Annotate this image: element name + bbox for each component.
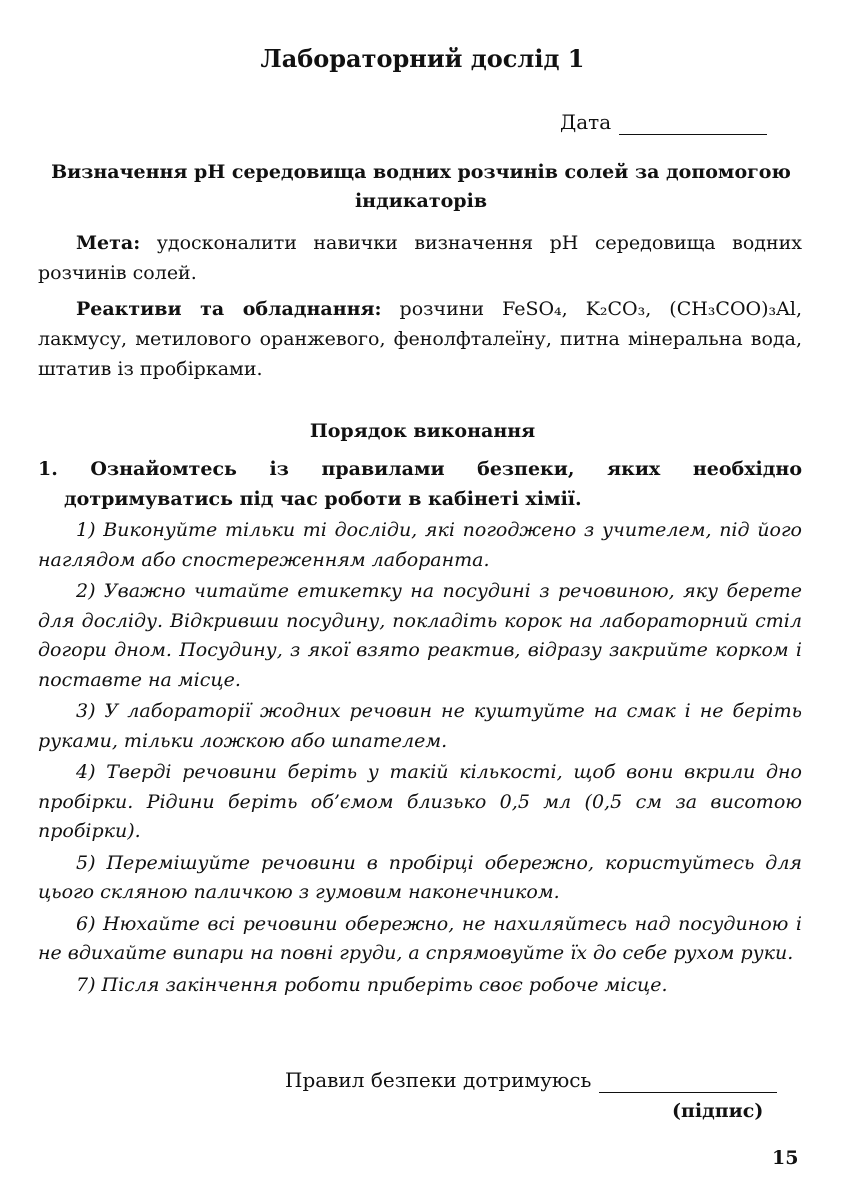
formula-feso4: FeSO₄	[502, 298, 562, 320]
date-label: Дата	[560, 110, 612, 134]
experiment-subtitle: Визначення рН середовища водних розчинів солей за допомогою індикаторів	[51, 161, 791, 212]
safety-rule: 2) Уважно читайте етикетку на посудині з речовиною, яку берете для досліду. Відкривши посудину, покладіть корок на лабораторний стіл догори дном. Посудину, з якої взято реактив, відразу закрийте корком і поставте на місце.	[38, 580, 802, 691]
signature-blank-field[interactable]	[599, 1068, 777, 1093]
goal-text: удосконалити навички визначення рН середовища водних розчинів солей.	[38, 232, 803, 284]
goal-label: Мета:	[76, 232, 141, 254]
formula-aluminium-acetate: (CH₃COO)₃Al	[669, 298, 796, 320]
reagents-text-before: розчини	[399, 298, 485, 320]
safety-rule: 7) Після закінчення роботи приберіть своє робоче місце.	[76, 973, 668, 996]
reagents-label: Реактиви та обладнання:	[76, 298, 382, 320]
page-number: 15	[772, 1147, 799, 1169]
procedure-title: Порядок виконання	[309, 420, 536, 442]
formula-k2co3: K₂CO₃	[585, 298, 646, 320]
goal-paragraph	[38, 228, 802, 288]
signature-caption: (підпис)	[672, 1100, 764, 1122]
reagents-paragraph: Реактиви та обладнання: розчини FeSO₄, K₂CO₃, (CH₃COO)₃Al, лакмусу, метилового оранжевого, фенолфталеїну, питна мінеральна вода, штатив із пробірками.	[38, 298, 802, 380]
safety-rule: 3) У лабораторії жодних речовин не куштуйте на смак і не беріть руками, тільки ложкою або шпателем.	[38, 700, 802, 752]
date-line	[560, 110, 800, 135]
reagents-text-after: лакмусу, метилового оранжевого, фенолфталеїну, питна мінеральна вода, штатив із пробірками.	[38, 328, 802, 380]
step-1-heading: 1. Ознайомтесь із правилами безпеки, яких необхідно дотримуватись під час роботи в кабінеті хімії.	[38, 458, 802, 510]
date-blank-field[interactable]	[619, 110, 767, 135]
safety-rule: 5) Перемішуйте речовини в пробірці обережно, користуйтесь для цього скляною паличкою з гумовим наконечником.	[38, 851, 802, 903]
signature-label: Правил безпеки дотримуюсь	[285, 1068, 592, 1092]
safety-rules-list	[38, 516, 802, 1002]
safety-rule: 1) Виконуйте тільки ті досліди, які погоджено з учителем, під його наглядом або спостереженням лаборанта.	[38, 519, 802, 571]
page-title: Лабораторний дослід 1	[260, 44, 585, 73]
safety-rule: 4) Тверді речовини беріть у такій кількості, щоб вони вкрили дно пробірки. Рідини беріть об’ємом близько 0,5 мл (0,5 см за висотою пробірки).	[38, 761, 802, 842]
signature-line	[285, 1068, 805, 1093]
safety-rule: 6) Нюхайте всі речовини обережно, не нахиляйтесь над посудиною і не вдихайте випари на повні груди, а спрямовуйте їх до себе рухом руки.	[38, 912, 802, 964]
